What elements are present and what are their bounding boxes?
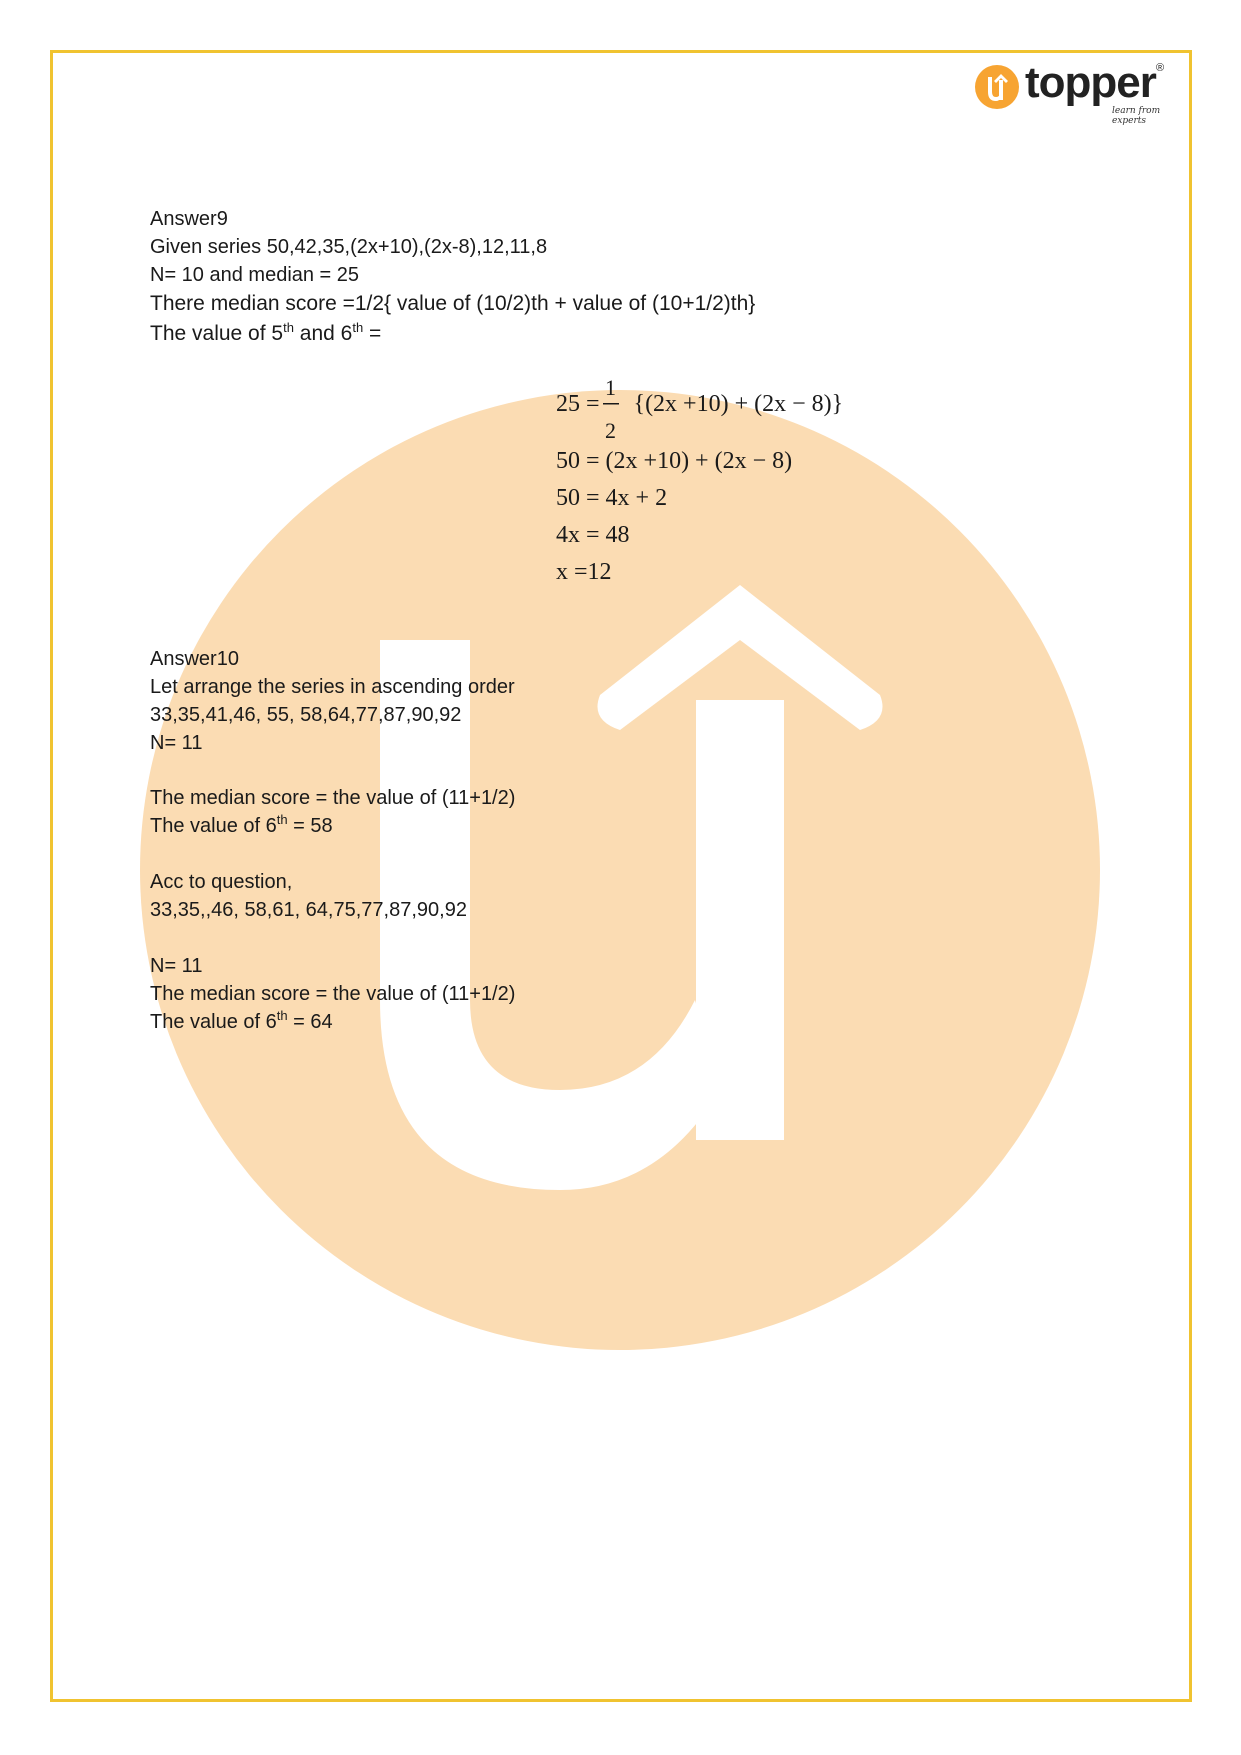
registered-mark: ® [1156,62,1165,74]
answer9-line1: Given series 50,42,35,(2x+10),(2x-8),12,11,8 [150,236,548,258]
answer9-heading: Answer9 [150,208,228,230]
answer10-line2: 33,35,41,46, 55, 58,64,77,87,90,92 [150,704,462,726]
answer10-line4: The median score = the value of (11+1/2) [150,787,516,809]
answer10-line5: The value of 6th = 58 [150,812,333,837]
brand-name: topper [1025,58,1156,107]
answer10-line1: Let arrange the series in ascending order [150,676,515,698]
equation-2: 50 = (2x +10) + (2x − 8) [556,448,793,474]
answer10-line10: The value of 6th = 64 [150,1008,333,1033]
answer10-line9: The median score = the value of (11+1/2) [150,983,516,1005]
equation-1: 25 = {(2x +10) + (2x − 8)} [556,391,844,417]
answer9-line4: The value of 5th and 6th = [150,320,382,345]
logo-arrow-icon [975,65,1019,109]
brand-tagline: learn from experts [1112,106,1161,126]
answer10-line3: N= 11 [150,732,203,754]
answer9-line3: There median score =1/2{ value of (10/2)th + value of (10+1/2)th} [150,292,756,315]
answer9-line2: N= 10 and median = 25 [150,264,360,286]
answer10-line6: Acc to question, [150,871,293,893]
topper-logo [975,60,1175,130]
eq1-denominator: 2 [605,418,616,443]
answer10-line7: 33,35,,46, 58,61, 64,75,77,87,90,92 [150,899,467,921]
answer10-heading: Answer10 [150,648,239,670]
equation-5: x =12 [556,559,612,585]
answer10-line8: N= 11 [150,955,203,977]
equation-3: 50 = 4x + 2 [556,485,668,511]
eq1-numerator: 1 [605,375,616,400]
equation-4: 4x = 48 [556,522,630,548]
